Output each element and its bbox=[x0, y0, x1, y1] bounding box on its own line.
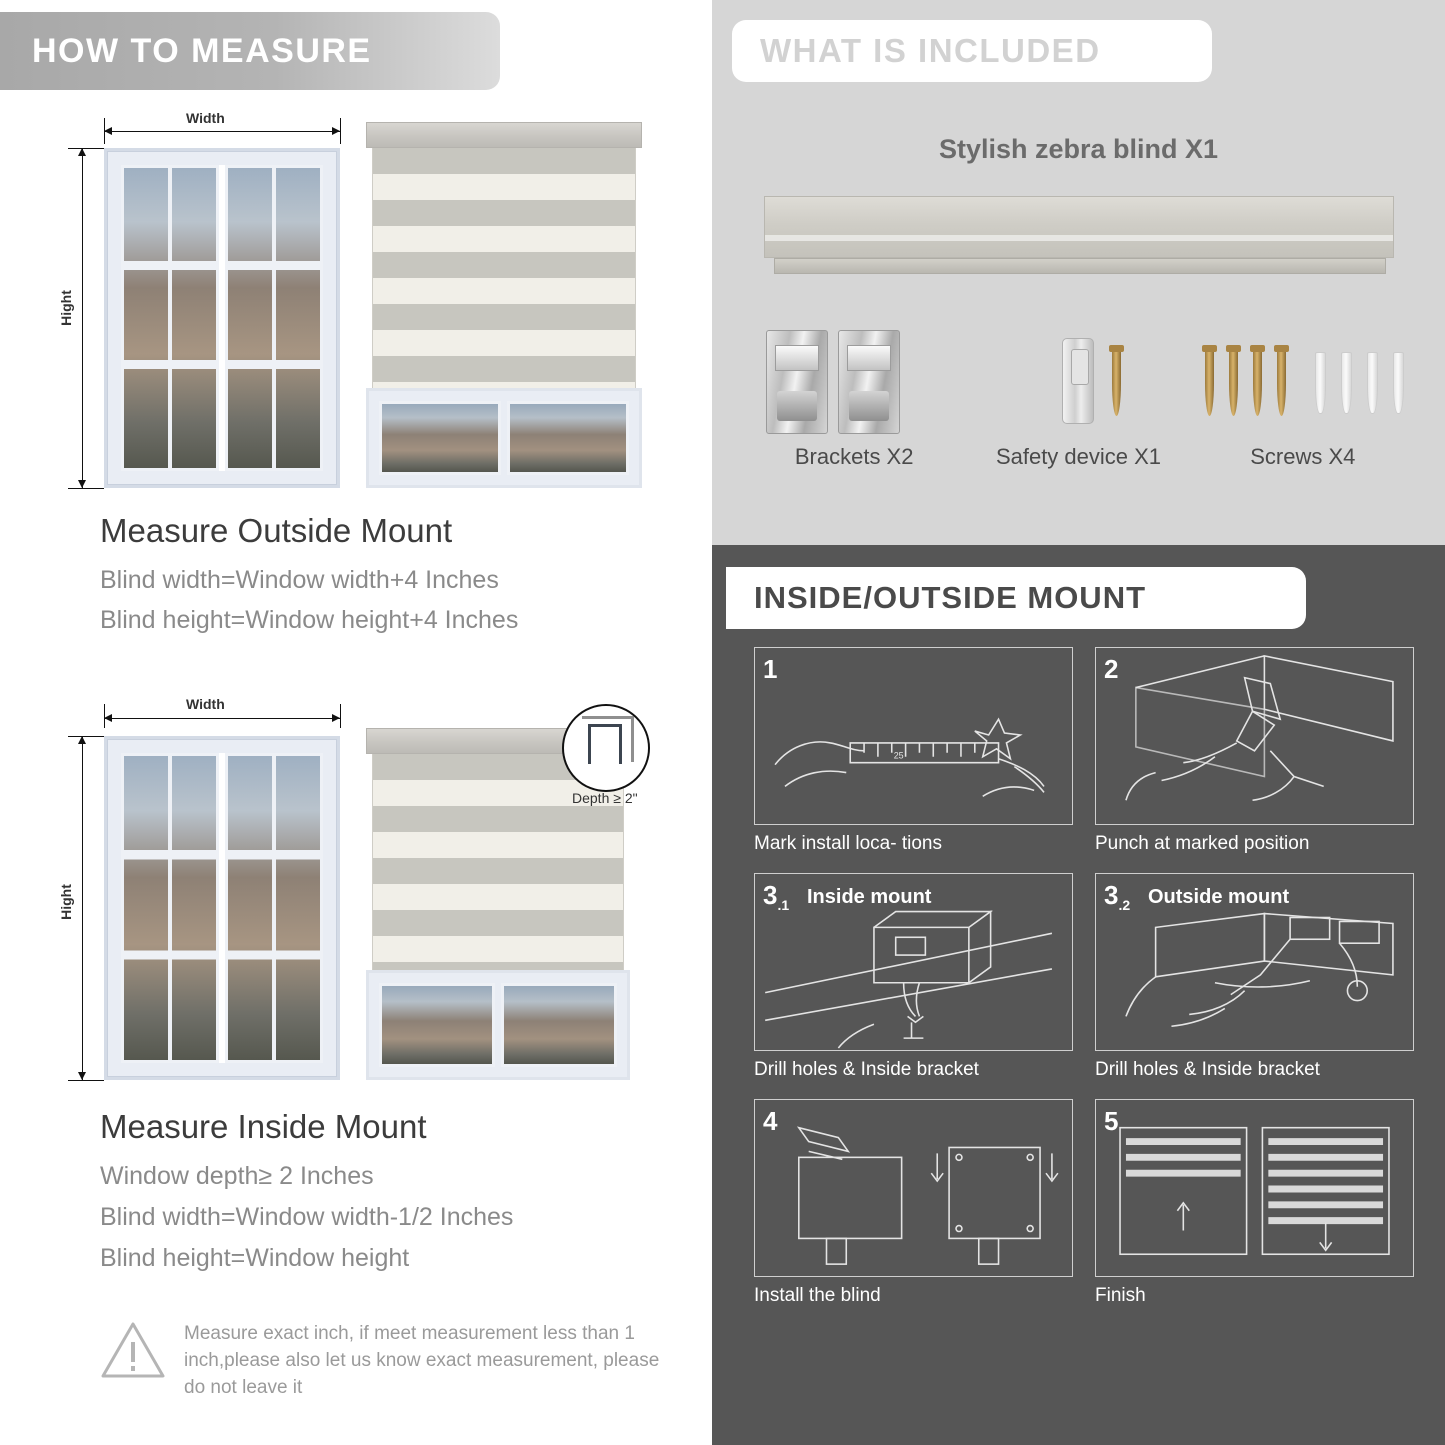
step-3-2 bbox=[1095, 873, 1414, 1081]
part-screws bbox=[1191, 322, 1415, 470]
bracket-icon-1 bbox=[766, 330, 828, 434]
part-safety-device bbox=[966, 322, 1190, 470]
width-arrow-inside bbox=[104, 718, 340, 719]
step-3-1-frame bbox=[754, 873, 1073, 1051]
inside-mount-line-2: Blind width=Window width-1/2 Inches bbox=[100, 1203, 514, 1231]
inside-mount-illustration bbox=[57, 696, 660, 1096]
svg-text:25: 25 bbox=[893, 750, 904, 761]
step-3-1-subtitle: Inside mount bbox=[807, 886, 932, 908]
measure-note bbox=[100, 1320, 660, 1401]
height-tick-bottom bbox=[68, 488, 104, 489]
inside-outside-mount-section bbox=[712, 545, 1445, 1445]
inside-mount-title: Measure Inside Mount bbox=[100, 1108, 427, 1145]
what-is-included-banner bbox=[732, 20, 1212, 82]
safety-device-icon bbox=[1062, 338, 1094, 424]
height-arrow bbox=[82, 148, 83, 488]
anchor-icon-2 bbox=[1341, 352, 1352, 414]
step-3-1-caption: Drill holes & Inside bracket bbox=[754, 1059, 979, 1080]
parts-list bbox=[742, 322, 1415, 512]
outside-mount-illustration bbox=[57, 100, 660, 500]
blind-fabric bbox=[372, 148, 636, 388]
step-3-2-subnumber: .2 bbox=[1118, 897, 1131, 914]
blind-window-inner-inside bbox=[379, 983, 617, 1067]
step-5-number: 5 bbox=[1104, 1106, 1119, 1136]
mount-banner bbox=[726, 567, 1306, 629]
window-inner bbox=[121, 165, 323, 471]
step-3-1-number: $3_{.1}$ bbox=[763, 880, 790, 914]
warning-icon bbox=[100, 1320, 166, 1380]
mount-steps bbox=[754, 647, 1414, 1307]
step-1-number: 1 bbox=[763, 654, 778, 684]
outside-mount-title: Measure Outside Mount bbox=[100, 512, 453, 549]
part-brackets bbox=[742, 322, 966, 470]
step-4-sketch bbox=[755, 1100, 1072, 1276]
part-label-screws: Screws X4 bbox=[1250, 444, 1356, 469]
blind-headrail bbox=[366, 122, 642, 148]
mount-banner-label: INSIDE/OUTSIDE MOUNT bbox=[754, 580, 1147, 615]
blind-window-pane-left bbox=[379, 401, 501, 475]
how-to-measure-banner-label: HOW TO MEASURE bbox=[32, 31, 372, 70]
step-5-frame bbox=[1095, 1099, 1414, 1277]
screw-icon-1 bbox=[1205, 350, 1214, 416]
safety-device-art bbox=[966, 322, 1190, 444]
anchor-icon-1 bbox=[1315, 352, 1326, 414]
depth-frame bbox=[588, 724, 622, 764]
window-pane-right bbox=[225, 165, 323, 471]
step-3-1 bbox=[754, 873, 1073, 1081]
step-4-caption: Install the blind bbox=[754, 1285, 881, 1306]
height-tick-top bbox=[68, 148, 104, 149]
inside-width-label: Width bbox=[186, 696, 225, 712]
blind-window-pane-left-inside bbox=[379, 983, 495, 1067]
window-pane-left-inside bbox=[121, 753, 219, 1063]
depth-detail-circle bbox=[562, 704, 650, 792]
depth-label: Depth ≥ 2" bbox=[572, 790, 638, 806]
screw-icon-3 bbox=[1253, 350, 1262, 416]
inside-mount-line-1: Window depth≥ 2 Inches bbox=[100, 1162, 374, 1190]
window-inner-inside bbox=[121, 753, 323, 1063]
step-1 bbox=[754, 647, 1073, 855]
outside-mount-blind bbox=[366, 122, 642, 488]
step-3-2-number: $3_{.2}$ bbox=[1104, 880, 1131, 914]
step-2-frame bbox=[1095, 647, 1414, 825]
window-pane-left bbox=[121, 165, 219, 471]
width-tick-right bbox=[340, 118, 341, 144]
blind-window-below-inside bbox=[366, 970, 630, 1080]
how-to-measure-section bbox=[0, 0, 712, 1445]
height-arrow-inside bbox=[82, 736, 83, 1080]
width-tick-right-inside bbox=[340, 704, 341, 728]
outside-mount-line-2: Blind height=Window height+4 Inches bbox=[100, 606, 519, 634]
what-is-included-section bbox=[712, 0, 1445, 545]
blind-window-inner bbox=[379, 401, 629, 475]
what-is-included-banner-label: WHAT IS INCLUDED bbox=[760, 32, 1101, 69]
product-title: Stylish zebra blind X1 bbox=[938, 134, 1219, 164]
blind-window-pane-right bbox=[507, 401, 629, 475]
step-5 bbox=[1095, 1099, 1414, 1307]
step-2-number: 2 bbox=[1104, 654, 1119, 684]
step-3-2-subtitle: Outside mount bbox=[1148, 886, 1290, 908]
outside-height-label: Hight bbox=[57, 290, 74, 326]
window-graphic bbox=[104, 148, 340, 488]
measure-note-text: Measure exact inch, if meet measurement less than 1 inch,please also let us know exact measurement, please do not leave it bbox=[184, 1323, 660, 1398]
part-label-brackets: Brackets X2 bbox=[794, 444, 914, 469]
step-5-sketch bbox=[1096, 1100, 1413, 1276]
screws-art bbox=[1191, 322, 1415, 444]
screw-icon-2 bbox=[1229, 350, 1238, 416]
window-pane-right-inside bbox=[225, 753, 323, 1063]
step-2-caption: Punch at marked position bbox=[1095, 833, 1310, 854]
brackets-art bbox=[742, 322, 966, 444]
step-4-frame bbox=[754, 1099, 1073, 1277]
step-4-number: 4 bbox=[763, 1106, 778, 1136]
product-headrail-lip bbox=[774, 258, 1386, 274]
safety-screw-icon bbox=[1112, 350, 1121, 416]
step-4 bbox=[754, 1099, 1073, 1307]
step-2-sketch bbox=[1096, 648, 1413, 824]
screw-icon-4 bbox=[1277, 350, 1286, 416]
step-1-sketch bbox=[755, 648, 1072, 824]
step-5-caption: Finish bbox=[1095, 1285, 1146, 1306]
step-1-caption: Mark install loca- tions bbox=[754, 833, 942, 854]
height-tick-bottom-inside bbox=[68, 1080, 104, 1081]
how-to-measure-banner bbox=[0, 12, 500, 90]
part-label-safety: Safety device X1 bbox=[995, 444, 1162, 469]
step-2 bbox=[1095, 647, 1414, 855]
step-1-frame bbox=[754, 647, 1073, 825]
anchor-icon-3 bbox=[1367, 352, 1378, 414]
step-3-2-caption: Drill holes & Inside bracket bbox=[1095, 1059, 1320, 1080]
product-headrail bbox=[764, 196, 1394, 258]
blind-window-below bbox=[366, 388, 642, 488]
inside-mount-line-3: Blind height=Window height bbox=[100, 1244, 410, 1272]
outside-width-label: Width bbox=[186, 110, 225, 126]
bracket-icon-2 bbox=[838, 330, 900, 434]
product-blind-graphic bbox=[764, 196, 1394, 288]
window-graphic-inside bbox=[104, 736, 340, 1080]
height-tick-top-inside bbox=[68, 736, 104, 737]
right-column bbox=[712, 0, 1445, 1445]
step-3-2-frame bbox=[1095, 873, 1414, 1051]
inside-height-label: Hight bbox=[57, 884, 74, 920]
width-arrow bbox=[104, 131, 340, 132]
anchor-icon-4 bbox=[1393, 352, 1404, 414]
outside-mount-line-1: Blind width=Window width+4 Inches bbox=[100, 566, 499, 594]
blind-window-pane-right-inside bbox=[501, 983, 617, 1067]
step-3-1-subnumber: .1 bbox=[777, 897, 790, 914]
